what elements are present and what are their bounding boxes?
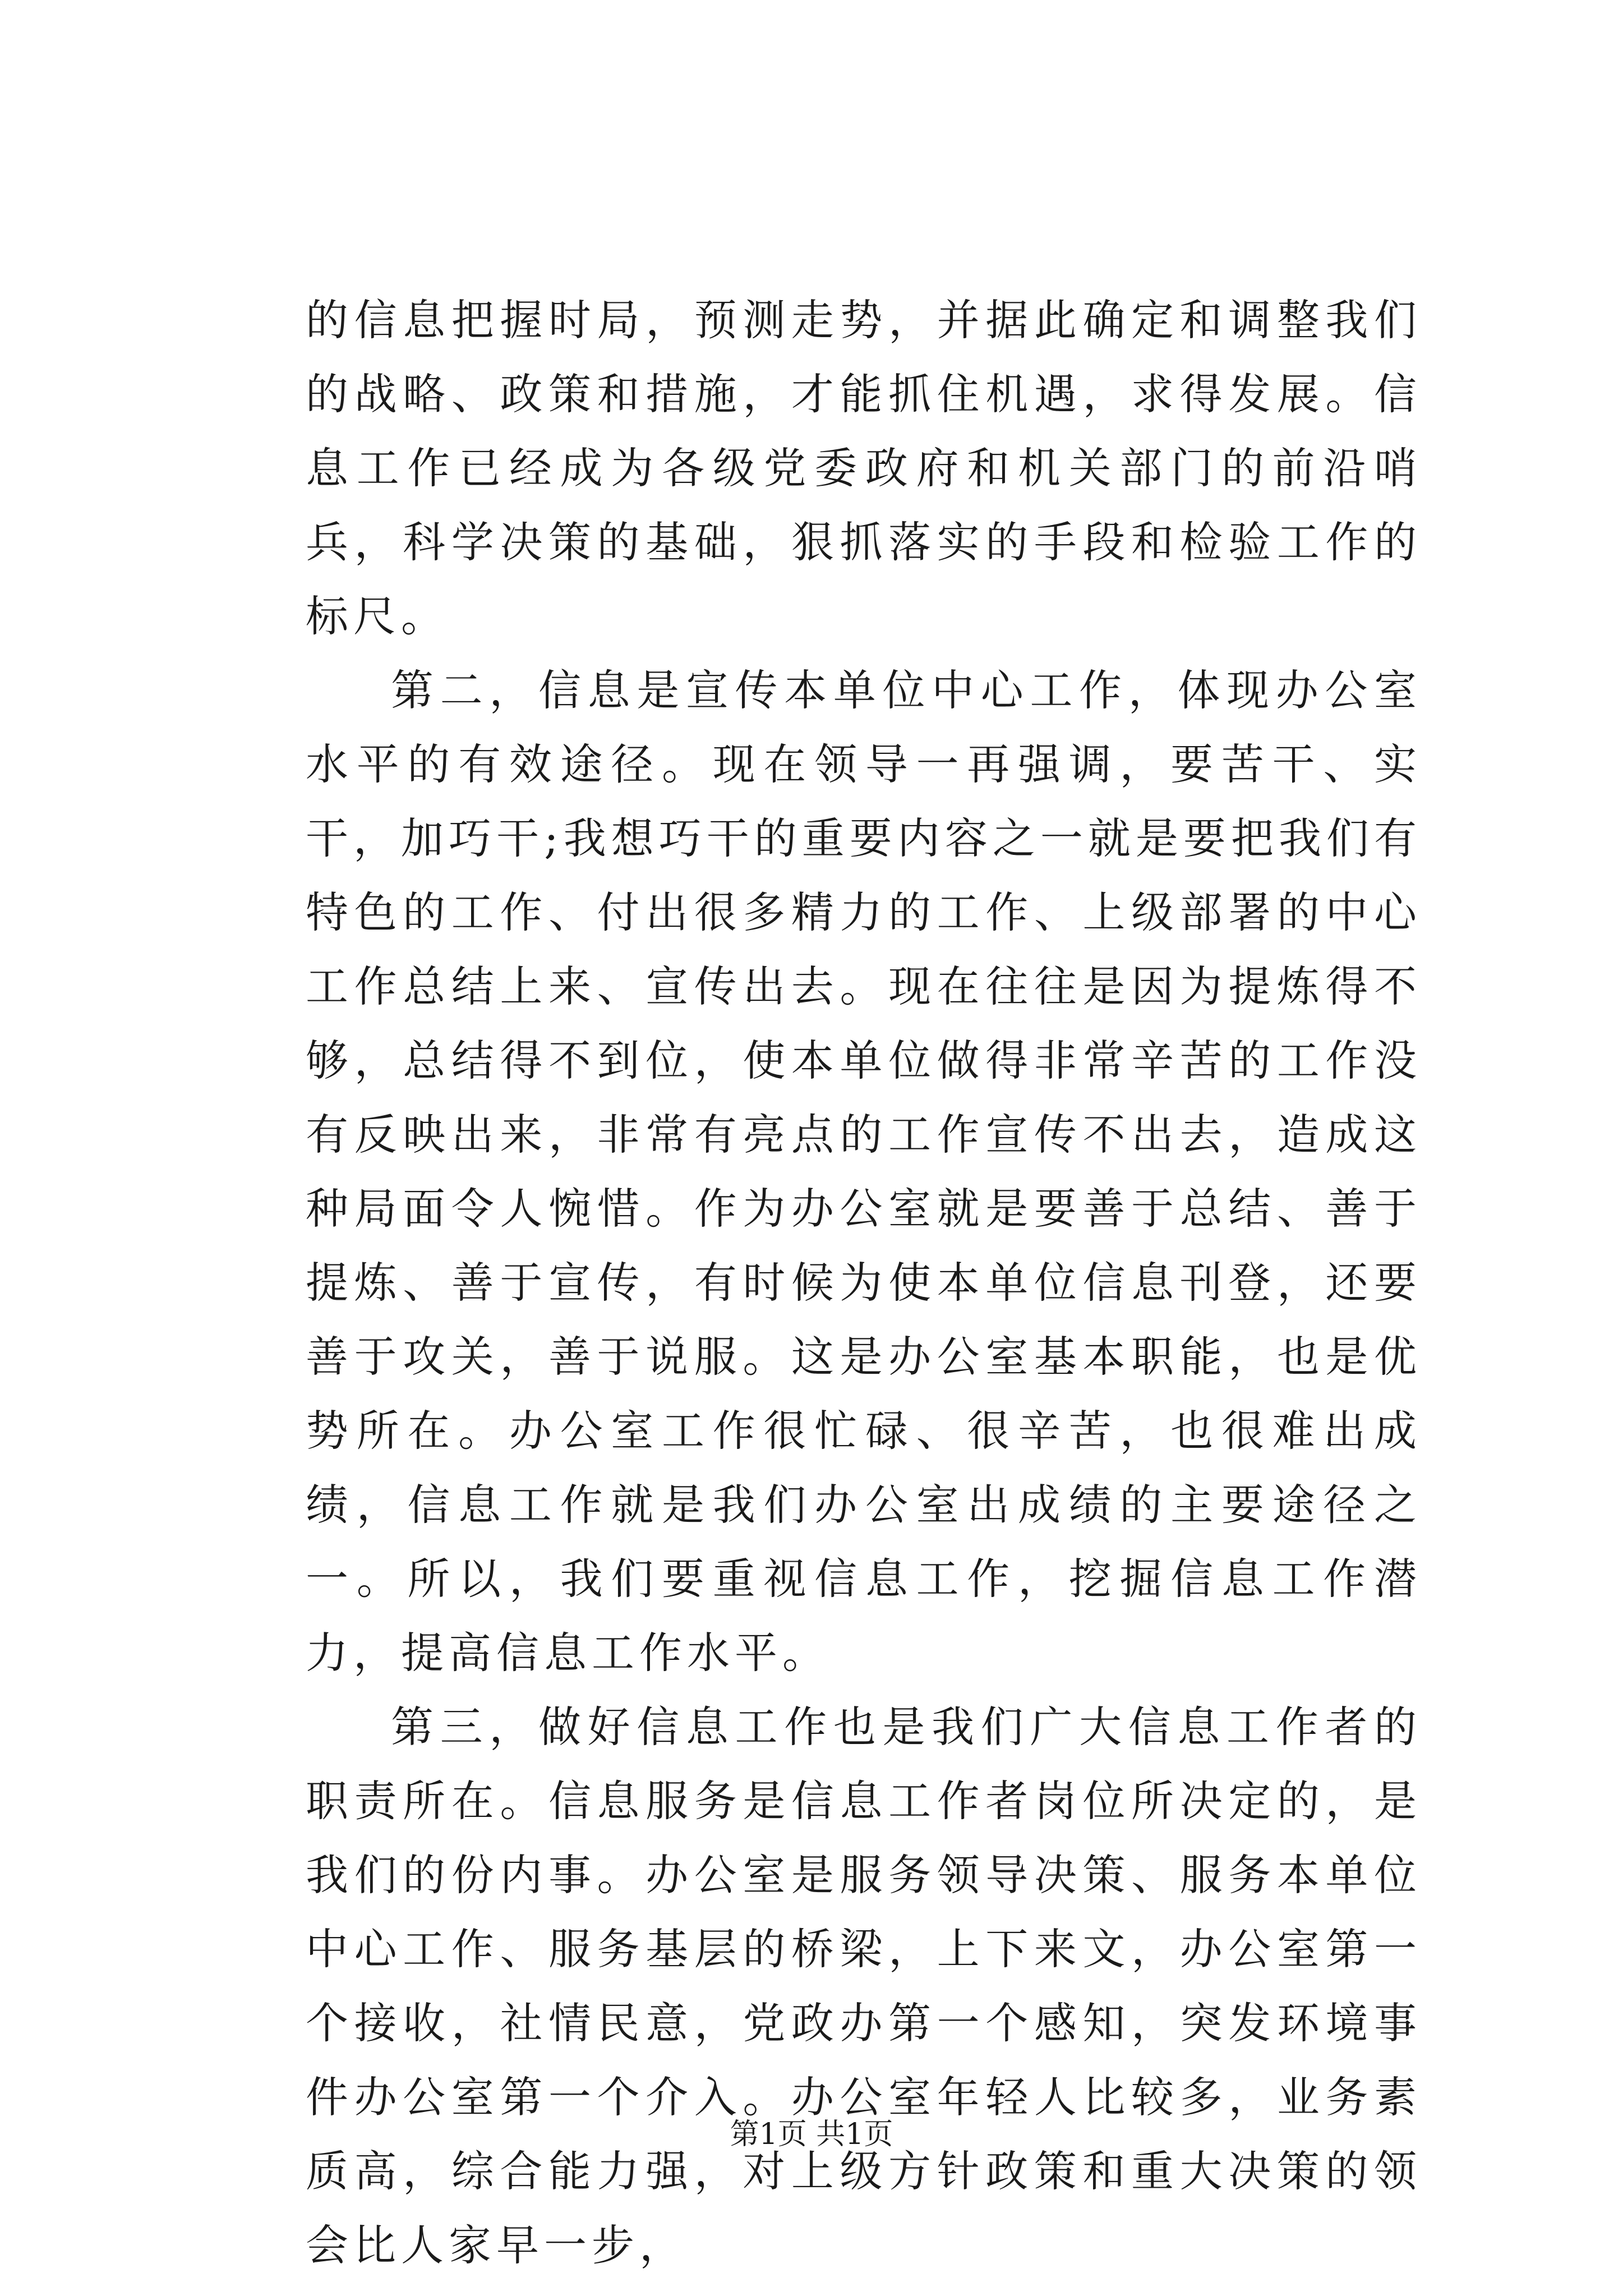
document-body: [306, 283, 1422, 2283]
paragraph-1: 的信息把握时局，预测走势，并据此确定和调整我们的战略、政策和措施，才能抓住机遇，求得发展。信息工作已经成为各级党委政府和机关部门的前沿哨兵，科学决策的基础，狠抓落实的手段和检验工作的标尺。: [306, 295, 1422, 641]
paragraph-3: 第三，做好信息工作也是我们广大信息工作者的职责所在。信息服务是信息工作者岗位所决定的，是我们的份内事。办公室是服务领导决策、服务本单位中心工作、服务基层的桥梁，上下来文，办公室第一个接收，社情民意，党政办第一个感知，突发环境事件办公室第一个介入。办公室年轻人比较多，业务素质高，综合能力强，对上级方针政策和重大决策的领会比人家早一步，: [306, 1702, 1422, 2270]
page-footer: 第1页 共1页: [730, 2118, 893, 2151]
paragraph-2: 第二，信息是宣传本单位中心工作，体现办公室水平的有效途径。现在领导一再强调，要苦干、实干，加巧干;我想巧干的重要内容之一就是要把我们有特色的工作、付出很多精力的工作、上级部署的中心工作总结上来、宣传出去。现在往往是因为提炼得不够，总结得不到位，使本单位做得非常辛苦的工作没有反映出来，非常有亮点的工作宣传不出去，造成这种局面令人惋惜。作为办公室就是要善于总结、善于提炼、善于宣传，有时候为使本单位信息刊登，还要善于攻关，善于说服。这是办公室基本职能，也是优势所在。办公室工作很忙碌、很辛苦，也很难出成绩，信息工作就是我们办公室出成绩的主要途径之一。所以，我们要重视信息工作，挖掘信息工作潜力，提高信息工作水平。: [306, 665, 1422, 1678]
